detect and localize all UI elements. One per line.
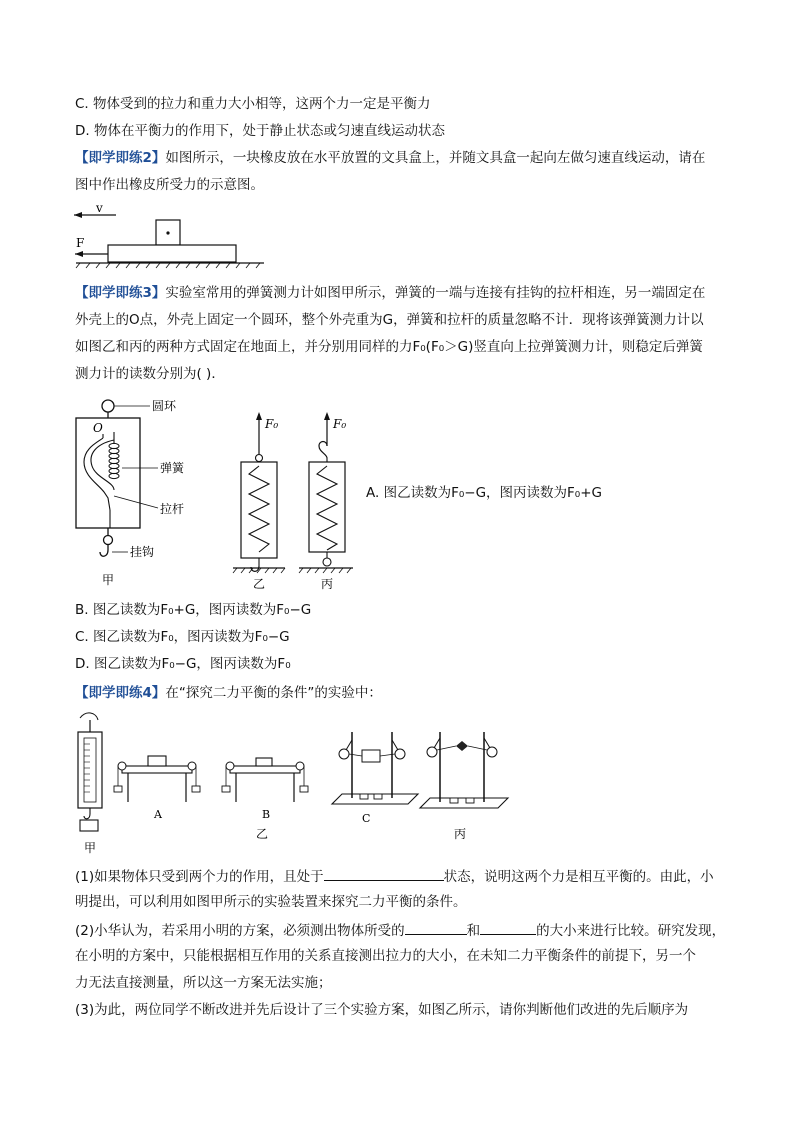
force-label: F xyxy=(76,236,85,250)
answer-blank-3[interactable] xyxy=(480,920,536,935)
q4-part-2-b: 和 xyxy=(466,923,481,939)
scale-yi xyxy=(233,412,285,591)
question-4-tag: 【即学即练4】 xyxy=(75,685,166,701)
setup-b-label: B xyxy=(262,808,271,821)
figure-eraser-on-box xyxy=(70,200,280,272)
question-4-line-1 xyxy=(75,684,382,702)
figure-jia-label: 甲 xyxy=(102,573,115,587)
question-3-line-4: 测力计的读数分别为( )． xyxy=(75,366,225,382)
q3-option-c: C. 图乙读数为F₀，图丙读数为F₀−G xyxy=(75,629,290,645)
question-3-line-1 xyxy=(75,284,705,302)
figure-bing-label: 丙 xyxy=(321,577,334,591)
q4-part-1-a: (1)如果物体只受到两个力的作用，且处于 xyxy=(75,869,324,885)
q4-part-2-a: (2)小华认为，若采用小明的方案，必须测出物体所受的 xyxy=(75,923,405,939)
eraser-center-dot xyxy=(166,231,169,234)
rod-label: 拉杆 xyxy=(160,502,185,516)
scale-shell xyxy=(76,418,140,528)
option-c: C. 物体受到的拉力和重力大小相等，这两个力一定是平衡力 xyxy=(75,96,431,112)
q3-option-a: A. 图乙读数为F₀−G，图丙读数为F₀+G xyxy=(366,485,602,501)
question-4-text: 在“探究二力平衡的条件”的实验中： xyxy=(165,685,382,701)
ring xyxy=(102,400,114,412)
question-3-line-3: 如图乙和丙的两种方式固定在地面上，并分别用同样的力F₀(F₀＞G)竖直向上拉弹簧测力计，则稳定后弹簧 xyxy=(75,339,703,355)
scale-bing xyxy=(299,412,353,591)
spring-label: 弹簧 xyxy=(160,461,185,475)
question-3-text: 实验室常用的弹簧测力计如图甲所示，弹簧的一端与连接有挂钩的拉杆相连，另一端固定在 xyxy=(165,285,706,301)
q4-part-2-c: 的大小来进行比较。研究发现， xyxy=(536,923,726,939)
figure-experiments xyxy=(70,710,520,860)
o-point-label: O xyxy=(93,421,103,435)
question-2-text: 如图所示，一块橡皮放在水平放置的文具盒上，并随文具盒一起向左做匀速直线运动，请在 xyxy=(165,150,706,166)
question-2-line-1 xyxy=(75,149,705,167)
option-d: D. 物体在平衡力的作用下，处于静止状态或匀速直线运动状态 xyxy=(75,123,445,139)
q4-part-1-b: 状态，说明这两个力是相互平衡的。由此，小 xyxy=(443,869,714,885)
pencil-box xyxy=(108,245,236,262)
cardboard xyxy=(456,741,468,751)
figure-yi-label: 乙 xyxy=(253,577,266,591)
question-2-tag: 【即学即练2】 xyxy=(75,150,166,166)
setup-c-label: C xyxy=(362,812,371,825)
setup-c xyxy=(332,732,418,825)
figure-spring-scale-yi-bing xyxy=(225,410,360,592)
q3-option-d: D. 图乙读数为F₀−G，图丙读数为F₀ xyxy=(75,656,291,672)
figure-spring-scale-jia xyxy=(70,392,230,592)
question-2-line-2: 图中作出橡皮所受力的示意图。 xyxy=(75,177,264,193)
answer-blank-2[interactable] xyxy=(405,920,467,935)
ring-label: 圆环 xyxy=(152,399,177,413)
setup-jia-label: 甲 xyxy=(84,841,97,855)
question-3-line-2: 外壳上的O点，外壳上固定一个圆环，整个外壳重为G，弹簧和拉杆的质量忽略不计．现将该弹簧测力计以 xyxy=(75,312,704,328)
q4-part-1-line-2: 明提出，可以利用如图甲所示的实验装置来探究二力平衡的条件。 xyxy=(75,894,467,910)
setup-jia xyxy=(78,713,102,855)
velocity-label: v xyxy=(96,201,103,215)
ground-hatch xyxy=(76,263,260,268)
q4-part-2-line-3: 力无法直接测量，所以这一方案无法实施； xyxy=(75,975,332,991)
setup-a-label: A xyxy=(154,808,162,821)
q4-part-2-line-1 xyxy=(75,920,725,940)
answer-blank-1[interactable] xyxy=(324,866,444,881)
setup-a xyxy=(114,756,200,821)
force-f0-bing: F₀ xyxy=(333,417,347,431)
force-f0-yi: F₀ xyxy=(265,417,279,431)
question-3-tag: 【即学即练3】 xyxy=(75,285,166,301)
q3-option-b: B. 图乙读数为F₀+G，图丙读数为F₀−G xyxy=(75,602,312,618)
figure-yi-label-4: 乙 xyxy=(256,827,269,841)
q4-part-2-line-2: 在小明的方案中，只能根据相互作用的关系直接测出拉力的大小，在未知二力平衡条件的前提下，另一个 xyxy=(75,948,696,964)
setup-b xyxy=(222,758,308,841)
q4-part-3-line-1: (3)为此，两位同学不断改进并先后设计了三个实验方案，如图乙所示，请你判断他们改进的先后顺序为 xyxy=(75,1002,689,1018)
q4-part-1-line-1 xyxy=(75,866,714,886)
hook xyxy=(100,544,108,556)
hook-label: 挂钩 xyxy=(130,545,155,559)
setup-bing xyxy=(420,732,508,841)
setup-bing-label: 丙 xyxy=(454,827,467,841)
